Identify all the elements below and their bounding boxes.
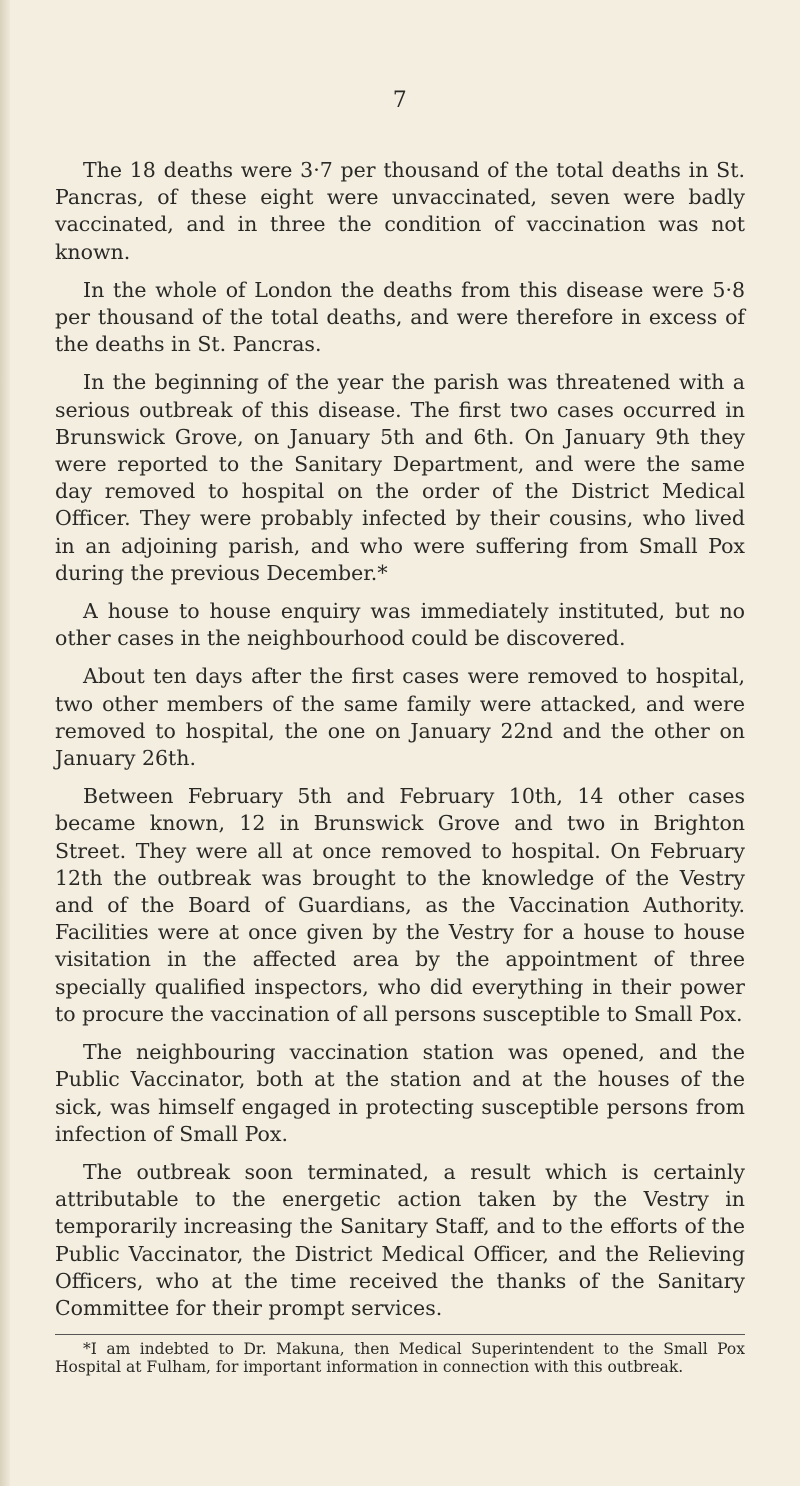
paragraph-outbreak-beginning: In the beginning of the year the parish was threatened with a serious outbreak of this disease. The first two cases occurred in Brunswick Grove, on January 5th and 6th. On January 9th they were reported to the Sanitary Department, and were the same day removed to hospital on the order of the District Medical Officer. They were probably infected by their cousins, who lived in an adjoining parish, and who were suffering from Small Pox during the previous December.* bbox=[55, 370, 745, 585]
footnote-divider bbox=[55, 1334, 745, 1335]
paragraph-deaths-london: In the whole of London the deaths from this disease were 5·8 per thousand of the total deaths, and were therefore in excess of the deaths in St. Pancras. bbox=[55, 277, 745, 357]
paragraph-further-cases: About ten days after the first cases were removed to hospital, two other members of the same family were attacked, and were removed to hospital, the one on January 22nd and the other on January 26th. bbox=[55, 664, 745, 771]
page-binding-edge bbox=[0, 0, 10, 1486]
footnote: *I am indebted to Dr. Makuna, then Medical Superintendent to the Small Pox Hospital at Fulham, for important information in connection with this outbreak. bbox=[55, 1340, 745, 1376]
paragraph-outbreak-terminated: The outbreak soon terminated, a result which is certainly attributable to the energetic action taken by the Vestry in temporarily increasing the Sanitary Staff, and to the efforts of the Public Vaccinator, the District Medical Officer, and the Relieving Officers, who at the time received the thanks of the Sanitary Committee for their prompt services. bbox=[55, 1159, 745, 1320]
paragraph-vaccination-station: The neighbouring vaccination station was opened, and the Public Vaccinator, both at the station and at the houses of the sick, was himself engaged in protecting susceptible persons from infection of Small Pox. bbox=[55, 1040, 745, 1146]
paragraph-house-enquiry: A house to house enquiry was immediately instituted, but no other cases in the neighbourhood could be discovered. bbox=[55, 599, 745, 651]
paragraph-deaths-st-pancras: The 18 deaths were 3·7 per thousand of the total deaths in St. Pancras, of these eight were unvaccinated, seven were badly vaccinated, and in three the condition of vaccination was not known. bbox=[55, 158, 745, 264]
paragraph-february-cases: Between February 5th and February 10th, 14 other cases became known, 12 in Brunswick Grove and two in Brighton Street. They were all at once removed to hospital. On February 12th the outbreak was brought to the knowledge of the Vestry and of the Board of Guardians, as the Vaccination Authority. Facilities were at once given by the Vestry for a house to house visitation in the affected area by the appointment of three specially qualified inspectors, who did everything in their power to procure the vaccination of all persons susceptible to Small Pox. bbox=[55, 784, 745, 1026]
page-number: 7 bbox=[392, 88, 408, 113]
document-page bbox=[55, 88, 745, 1376]
